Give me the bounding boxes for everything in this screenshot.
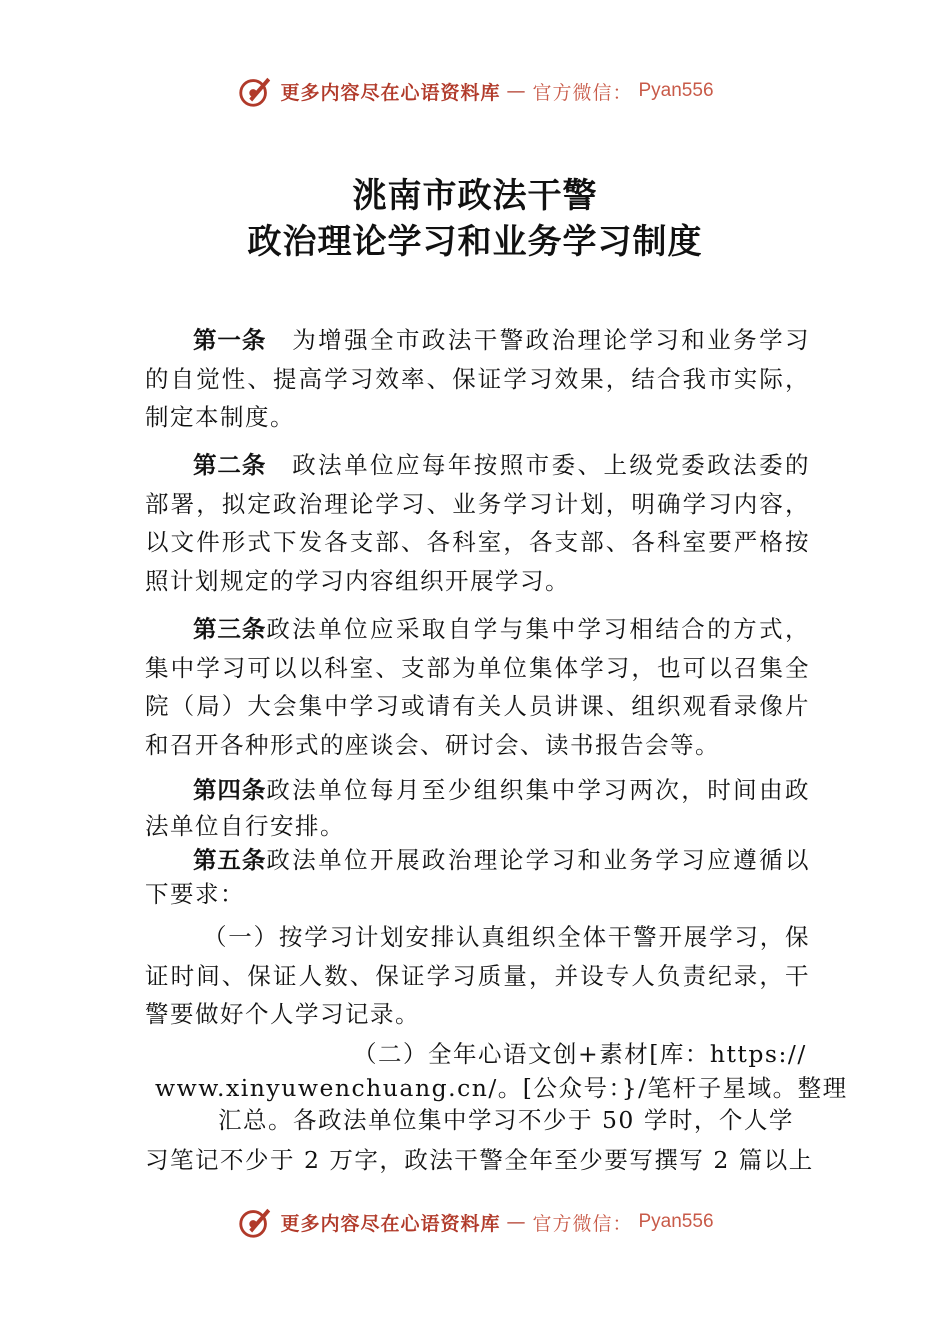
watermark-main-text: 更多内容尽在心语资料库: [280, 1212, 501, 1235]
item-2-line: 汇总。各政法单位集中学习不少于 50 学时，个人学: [218, 1106, 794, 1134]
article-text: 政法单位每月至少组织集中学习两次，时间由政法单位自行安排。: [145, 776, 811, 840]
header-watermark: [0, 72, 950, 110]
document-title-line1: 洮南市政法干警: [352, 176, 598, 216]
article-label: 第三条: [193, 615, 267, 643]
watermark-sub-text: 官方微信：: [532, 1212, 633, 1235]
pen-logo-icon: [236, 72, 274, 110]
watermark-sub-text: 官方微信：: [532, 81, 633, 104]
watermark-separator: —: [506, 80, 527, 102]
item-2-line: （二）全年心语文创+素材[库：https://: [353, 1040, 807, 1068]
article-label: 第一条: [193, 326, 267, 354]
article-label: 第五条: [193, 846, 267, 874]
item-2-line: 习笔记不少于 2 万字，政法干警全年至少要写撰写 2 篇以上: [145, 1146, 814, 1174]
article-3: [145, 610, 810, 764]
footer-watermark: [0, 1203, 950, 1241]
article-label: 第二条: [193, 451, 267, 479]
item-1: （一）按学习计划安排认真组织全体干警开展学习，保证时间、保证人数、保证学习质量，并设专人负责纪录，干警要做好个人学习记录。: [145, 923, 810, 1028]
article-label: 第四条: [193, 776, 267, 804]
item-2-line: www.xinyuwenchuang.cn/。[公众号：}/笔杆子星域。整理: [155, 1074, 848, 1102]
article-text: 政法单位应采取自学与集中学习相结合的方式，集中学习可以以科室、支部为单位集体学习，也可以召集全院（局）大会集中学习或请有关人员讲课、组织观看录像片和召开各种形式的座谈会、研讨会、读书报告会等。: [145, 615, 811, 759]
article-4: [145, 772, 810, 844]
watermark-id: Pyan556: [638, 1211, 714, 1232]
watermark-main-text: 更多内容尽在心语资料库: [280, 81, 501, 104]
document-title-line2: 政治理论学习和业务学习制度: [247, 222, 703, 262]
watermark-separator: —: [506, 1211, 527, 1233]
article-text: 为增强全市政法干警政治理论学习和业务学习的自觉性、提高学习效率、保证学习效果，结合我市实际，制定本制度。: [145, 326, 811, 431]
article-text: 政法单位应每年按照市委、上级党委政法委的部署，拟定政治理论学习、业务学习计划，明确学习内容，以文件形式下发各支部、各科室，各支部、各科室要严格按照计划规定的学习内容组织开展学习。: [145, 451, 811, 595]
article-text: 政法单位开展政治理论学习和业务学习应遵循以下要求：: [145, 846, 811, 908]
pen-logo-icon: [236, 1203, 274, 1241]
article-2: [145, 446, 810, 600]
article-5: [145, 843, 810, 911]
article-1: [145, 321, 810, 437]
watermark-id: Pyan556: [638, 80, 714, 101]
